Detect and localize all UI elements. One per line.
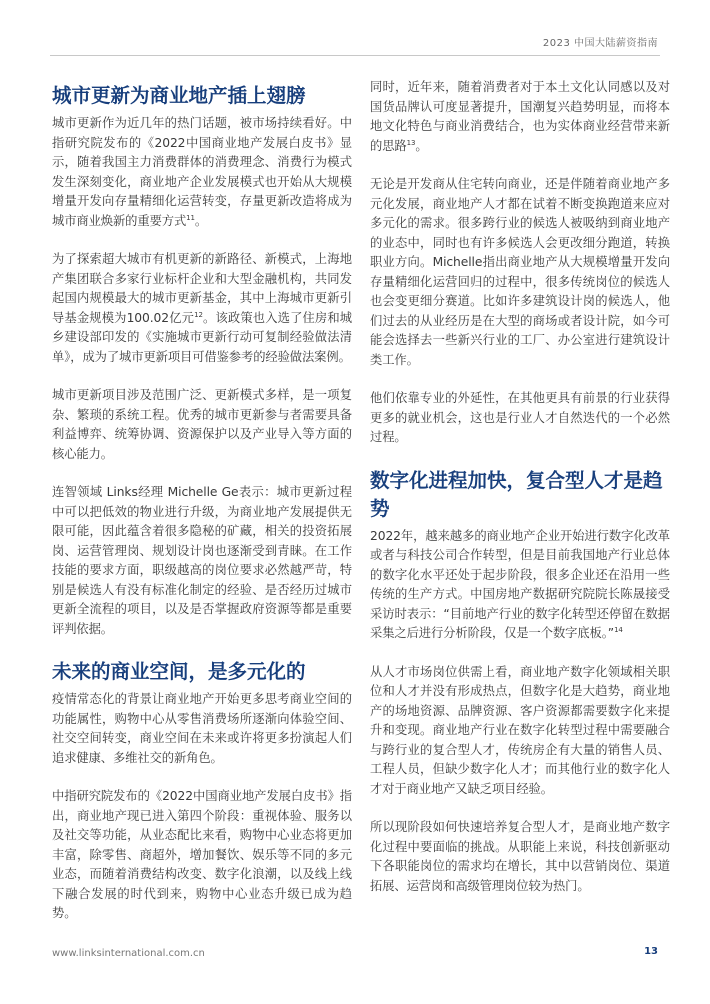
paragraph: 中指研究院发布的《2022中国商业地产发展白皮书》指出，商业地产现已进入第四个阶段：重视体验、服务以及社交等功能，从业态配比来看，购物中心业态将更加丰富，除零售、商超外，增加餐饮、娱乐等不同的多元业态，而随着消费结构改变、数字化浪潮，以及线上线下融合发展的时代到来，购物中心业态升级已成为趋势。 xyxy=(52,789,352,920)
paragraph: 疫情常态化的背景让商业地产开始更多思考商业空间的功能属性，购物中心从零售消费场所逐渐向体验空间、社交空间转变，商业空间在未来或许将更多扮演起人们追求健康、多维社交的新角色。 xyxy=(52,692,352,765)
paragraph: 无论是开发商从住宅转向商业，还是伴随着商业地产多元化发展，商业地产人才都在试着不断变换跑道来应对多元化的需求。很多跨行业的候选人被吸纳到商业地产的业态中，同时也有许多候选人会更改细分跑道，转换职业方向。Michelle指出商业地产从大规模增量开发向存量精细化运营回归的过程中，很多传统岗位的候选人也会变更细分赛道。比如许多建筑设计岗的候选人，他们过去的从业经历是在大型的商场或者设计院，如今可能会选择去一些新兴行业的工厂、办公室进行建筑设计类工作。 xyxy=(370,177,670,367)
paragraph: 2022年，越来越多的商业地产企业开始进行数字化改革或者与科技公司合作转型，但是目前我国地产行业总体的数字化水平还处于起步阶段，很多企业还在沿用一些传统的生产方式。中国房地产数据研究院院长陈晟接受采访时表示：“目前地产行业的数字化转型还停留在数据采集之后进行分析阶段，仅是一个数字底板。”$^{14}$ xyxy=(370,528,670,640)
section-heading-future-commercial-space: 未来的商业空间，是多元化的 xyxy=(52,660,306,683)
footnote-ref: 11 xyxy=(186,213,195,222)
section-heading-digitalization: 数字化进程加快，复合型人才是趋势 xyxy=(370,468,663,520)
paragraph: 所以现阶段如何快速培养复合型人才，是商业地产数字化过程中要面临的挑战。从职能上来说，科技创新驱动下各职能岗位的需求均在增长，其中以营销岗位、渠道拓展、运营岗和高级管理岗位较为热门。 xyxy=(370,820,670,893)
left-column xyxy=(52,82,352,943)
right-column xyxy=(370,82,670,915)
paragraph: 从人才市场岗位供需上看，商业地产数字化领域相关职位和人才并没有形成热点，但数字化是大趋势，商业地产的场地资源、品牌资源、客户资源都需要数字化来提升和变现。商业地产行业在数字化转型过程中需要融合与跨行业的复合型人才，传统房企有大量的销售人员、工程人员，但缺少数字化人才；而其他行业的数字化人才对于商业地产又缺乏项目经验。 xyxy=(370,664,670,796)
footer-website-link[interactable]: www.linksinternational.com.cn xyxy=(52,948,205,959)
footnote-ref: 14 xyxy=(614,625,623,634)
section-heading-urban-renewal: 城市更新为商业地产插上翅膀 xyxy=(52,84,306,107)
paragraph: 他们依靠专业的外延性，在其他更具有前景的行业获得更多的就业机会，这也是行业人才自然迭代的一个必然过程。 xyxy=(370,391,670,444)
page-number: 13 xyxy=(644,946,658,957)
paragraph: 同时，近年来，随着消费者对于本土文化认同感以及对国货品牌认可度显著提升，国潮复兴趋势明显，而将本地文化特色与商业消费结合，也为实体商业经营带来新的思路$^{13}$。 xyxy=(370,80,670,153)
footnote-ref: 12 xyxy=(194,310,203,319)
paragraph: 为了探索超大城市有机更新的新路径、新模式，上海地产集团联合多家行业标杆企业和大型金融机构，共同发起国内规模最大的城市更新基金，其中上海城市更新引导基金规模为100.02亿元$^{12}$。该政策也入选了住房和城乡建设部印发的《实施城市更新行动可复制经验做法清单》，成为了城市更新项目可借鉴参考的经验做法案例。 xyxy=(52,252,352,364)
header-divider xyxy=(50,55,660,56)
paragraph: 城市更新作为近几年的热门话题，被市场持续看好。中指研究院发布的《2022中国商业地产发展白皮书》显示，随着我国主力消费群体的消费理念、消费行为模式发生深刻变化，商业地产企业发展模式也开始从大规模增量开发向存量精细化运营转变，存量更新改造将成为城市商业焕新的重要方式$^{11}$。 xyxy=(52,116,352,228)
footnote-ref: 13 xyxy=(406,138,416,147)
paragraph: 连智领域 Links经理 Michelle Ge表示：城市更新过程中可以把低效的物业进行升级，为商业地产发展提供无限可能，因此蕴含着很多隐秘的矿藏，相关的投资拓展岗、运营管理岗、规划设计岗也逐渐受到青睐。在工作技能的要求方面，职级越高的岗位要求必然越严苛，特别是候选人有没有标准化制定的经验、是否经历过城市更新全流程的项目，以及是否掌握政府资源等都是重要评判依据。 xyxy=(52,485,352,636)
document-title: 2023 中国大陆薪资指南 xyxy=(542,38,658,49)
paragraph: 城市更新项目涉及范围广泛、更新模式多样，是一项复杂、繁琐的系统工程。优秀的城市更新参与者需要具备利益博弈、统筹协调、资源保护以及产业导入等方面的核心能力。 xyxy=(52,388,352,461)
